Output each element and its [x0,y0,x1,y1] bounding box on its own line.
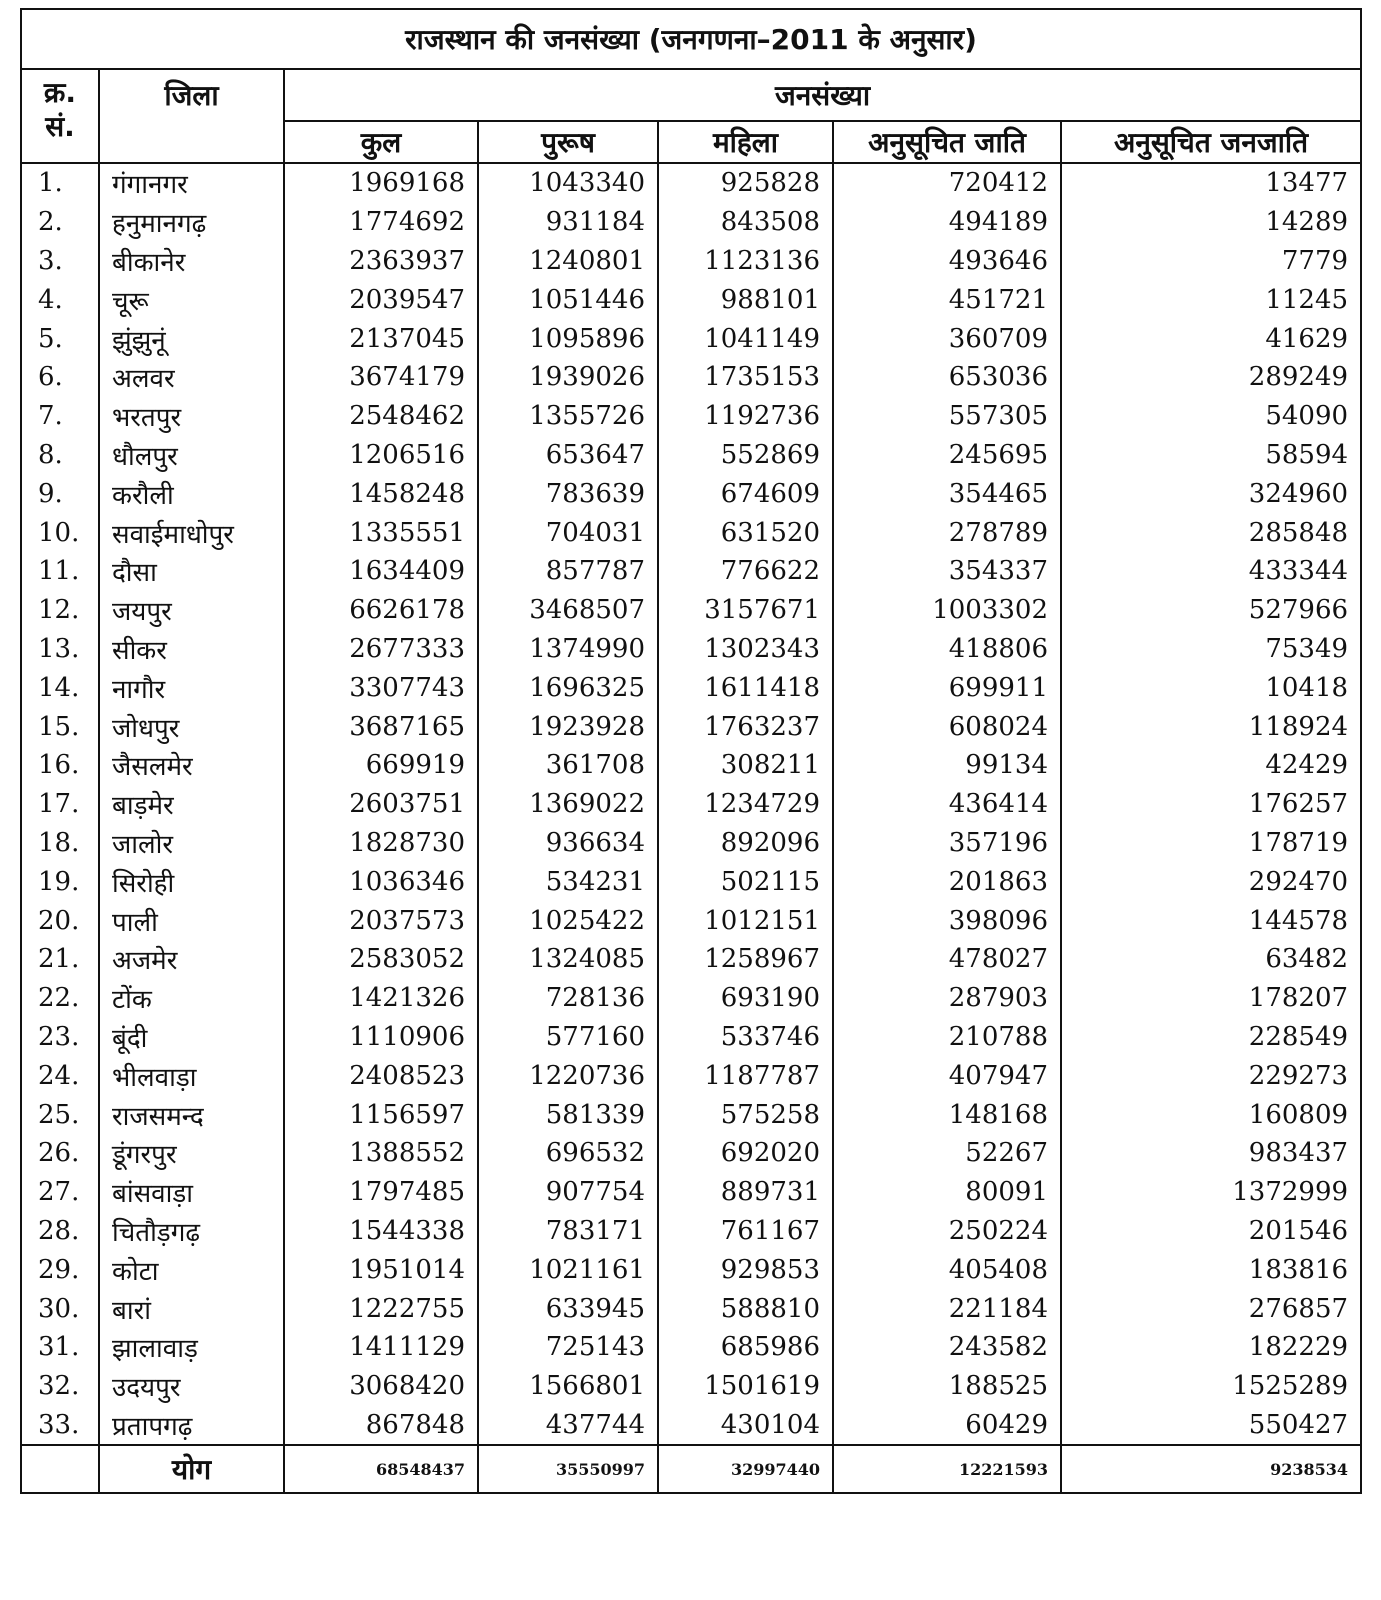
total-population: 2037573 [284,901,478,940]
total-population: 2363937 [284,242,478,281]
serial-number: 10. [21,513,99,552]
sc-population: 478027 [833,940,1061,979]
st-population: 13477 [1061,163,1361,203]
table-row [21,242,1361,281]
st-population: 289249 [1061,358,1361,397]
total-population: 1388552 [284,1134,478,1173]
district-name: जैसलमेर [99,746,284,785]
district-name: झुंझुनूं [99,319,284,358]
sc-population: 398096 [833,901,1061,940]
total-population: 1156597 [284,1095,478,1134]
serial-number: 18. [21,824,99,863]
district-name: बारां [99,1289,284,1328]
total-population: 1411129 [284,1328,478,1367]
st-population: 324960 [1061,474,1361,513]
female-population: 889731 [658,1173,833,1212]
female-population: 1234729 [658,785,833,824]
female-population: 674609 [658,474,833,513]
total-row [21,1445,1361,1493]
total-st: 9238534 [1061,1445,1361,1493]
total-population: 1828730 [284,824,478,863]
female-population: 1192736 [658,397,833,436]
total-population: 1206516 [284,436,478,475]
table-row [21,1367,1361,1406]
table-row [21,1018,1361,1057]
total-population: 867848 [284,1406,478,1446]
serial-number: 22. [21,979,99,1018]
female-population: 575258 [658,1095,833,1134]
sc-population: 418806 [833,630,1061,669]
table-row [21,630,1361,669]
table-row [21,1134,1361,1173]
sc-population: 287903 [833,979,1061,1018]
table-row [21,1328,1361,1367]
total-population: 2603751 [284,785,478,824]
sc-population: 52267 [833,1134,1061,1173]
population-header: जनसंख्या [284,69,1361,121]
total-population: 2677333 [284,630,478,669]
male-population: 931184 [478,203,658,242]
sc-population: 243582 [833,1328,1061,1367]
serial-number: 6. [21,358,99,397]
sc-population: 360709 [833,319,1061,358]
female-population: 776622 [658,552,833,591]
district-name: भरतपुर [99,397,284,436]
male-population: 1043340 [478,163,658,203]
table-row [21,668,1361,707]
male-population: 696532 [478,1134,658,1173]
table-row [21,940,1361,979]
female-population: 892096 [658,824,833,863]
table-row [21,203,1361,242]
district-name: बीकानेर [99,242,284,281]
serial-number: 15. [21,707,99,746]
table-row [21,1250,1361,1289]
district-name: उदयपुर [99,1367,284,1406]
st-population: 983437 [1061,1134,1361,1173]
female-population: 1302343 [658,630,833,669]
district-name: राजसमन्द [99,1095,284,1134]
male-population: 581339 [478,1095,658,1134]
female-population: 502115 [658,862,833,901]
serial-number: 19. [21,862,99,901]
district-name: अलवर [99,358,284,397]
total-total: 68548437 [284,1445,478,1493]
table-row [21,1173,1361,1212]
total-population: 1036346 [284,862,478,901]
sc-population: 201863 [833,862,1061,901]
female-population: 692020 [658,1134,833,1173]
sc-population: 221184 [833,1289,1061,1328]
total-female: 32997440 [658,1445,833,1493]
district-name: प्रतापगढ़ [99,1406,284,1446]
district-name: करौली [99,474,284,513]
serial-header-line2: सं. [45,110,75,143]
st-population: 285848 [1061,513,1361,552]
serial-number: 14. [21,668,99,707]
male-population: 1923928 [478,707,658,746]
male-population: 704031 [478,513,658,552]
male-population: 1374990 [478,630,658,669]
district-name: चितौड़गढ़ [99,1212,284,1251]
total-population: 3068420 [284,1367,478,1406]
total-population: 1969168 [284,163,478,203]
serial-number: 2. [21,203,99,242]
male-population: 783171 [478,1212,658,1251]
district-name: कोटा [99,1250,284,1289]
female-population: 533746 [658,1018,833,1057]
district-name: टोंक [99,979,284,1018]
sc-population: 493646 [833,242,1061,281]
table-row [21,746,1361,785]
table-row [21,163,1361,203]
district-name: हनुमानगढ़ [99,203,284,242]
male-population: 633945 [478,1289,658,1328]
district-name: बूंदी [99,1018,284,1057]
female-population: 988101 [658,280,833,319]
sc-population: 653036 [833,358,1061,397]
st-population: 229273 [1061,1056,1361,1095]
table-row [21,824,1361,863]
female-population: 1258967 [658,940,833,979]
male-population: 437744 [478,1406,658,1446]
male-population: 1220736 [478,1056,658,1095]
serial-number: 12. [21,591,99,630]
total-population: 1797485 [284,1173,478,1212]
serial-number: 9. [21,474,99,513]
male-population: 783639 [478,474,658,513]
sc-population: 250224 [833,1212,1061,1251]
st-population: 54090 [1061,397,1361,436]
table-row [21,474,1361,513]
table-row [21,707,1361,746]
total-population: 2039547 [284,280,478,319]
table-row [21,513,1361,552]
district-name: जोधपुर [99,707,284,746]
total-population: 1634409 [284,552,478,591]
male-population: 1355726 [478,397,658,436]
st-population: 1525289 [1061,1367,1361,1406]
serial-header [21,69,99,163]
st-population: 1372999 [1061,1173,1361,1212]
total-population: 1544338 [284,1212,478,1251]
serial-number: 30. [21,1289,99,1328]
total-population: 3674179 [284,358,478,397]
st-population: 527966 [1061,591,1361,630]
serial-number: 16. [21,746,99,785]
st-population: 182229 [1061,1328,1361,1367]
total-population: 1458248 [284,474,478,513]
male-population: 577160 [478,1018,658,1057]
st-population: 201546 [1061,1212,1361,1251]
male-population: 1240801 [478,242,658,281]
male-population: 1021161 [478,1250,658,1289]
female-population: 685986 [658,1328,833,1367]
total-population: 2583052 [284,940,478,979]
st-population: 160809 [1061,1095,1361,1134]
serial-header-line1: क्र. [43,76,77,109]
serial-number: 33. [21,1406,99,1446]
female-population: 1187787 [658,1056,833,1095]
male-population: 534231 [478,862,658,901]
district-name: भीलवाड़ा [99,1056,284,1095]
table-row [21,901,1361,940]
table-row [21,1212,1361,1251]
female-population: 929853 [658,1250,833,1289]
serial-number: 21. [21,940,99,979]
female-population: 693190 [658,979,833,1018]
district-name: नागौर [99,668,284,707]
female-population: 925828 [658,163,833,203]
st-population: 176257 [1061,785,1361,824]
male-population: 1369022 [478,785,658,824]
sc-population: 1003302 [833,591,1061,630]
total-population: 2137045 [284,319,478,358]
male-population: 1095896 [478,319,658,358]
district-name: धौलपुर [99,436,284,475]
serial-number: 5. [21,319,99,358]
sc-population: 451721 [833,280,1061,319]
serial-number: 13. [21,630,99,669]
female-header: महिला [658,121,833,163]
st-population: 276857 [1061,1289,1361,1328]
district-name: चूरू [99,280,284,319]
sc-population: 210788 [833,1018,1061,1057]
male-population: 361708 [478,746,658,785]
total-population: 1774692 [284,203,478,242]
total-population: 1335551 [284,513,478,552]
table-row [21,979,1361,1018]
table-row [21,1056,1361,1095]
st-population: 118924 [1061,707,1361,746]
female-population: 3157671 [658,591,833,630]
total-population: 669919 [284,746,478,785]
male-population: 907754 [478,1173,658,1212]
serial-number: 26. [21,1134,99,1173]
sc-population: 436414 [833,785,1061,824]
st-population: 292470 [1061,862,1361,901]
female-population: 552869 [658,436,833,475]
serial-number: 28. [21,1212,99,1251]
serial-number: 32. [21,1367,99,1406]
sc-population: 405408 [833,1250,1061,1289]
total-male: 35550997 [478,1445,658,1493]
district-name: बांसवाड़ा [99,1173,284,1212]
male-population: 1025422 [478,901,658,940]
sc-population: 608024 [833,707,1061,746]
serial-number: 31. [21,1328,99,1367]
st-population: 178207 [1061,979,1361,1018]
female-population: 1012151 [658,901,833,940]
st-population: 58594 [1061,436,1361,475]
district-name: जालोर [99,824,284,863]
serial-number: 11. [21,552,99,591]
sc-population: 357196 [833,824,1061,863]
male-population: 936634 [478,824,658,863]
district-name: जयपुर [99,591,284,630]
total-population: 1110906 [284,1018,478,1057]
sc-population: 60429 [833,1406,1061,1446]
male-population: 725143 [478,1328,658,1367]
table-row [21,785,1361,824]
female-population: 308211 [658,746,833,785]
st-population: 433344 [1061,552,1361,591]
district-name: झालावाड़ [99,1328,284,1367]
st-population: 75349 [1061,630,1361,669]
table-row [21,862,1361,901]
district-name: दौसा [99,552,284,591]
male-population: 1939026 [478,358,658,397]
total-population: 1222755 [284,1289,478,1328]
total-population: 3687165 [284,707,478,746]
serial-number: 23. [21,1018,99,1057]
male-population: 1324085 [478,940,658,979]
female-population: 1735153 [658,358,833,397]
district-name: सीकर [99,630,284,669]
female-population: 430104 [658,1406,833,1446]
serial-number: 25. [21,1095,99,1134]
female-population: 1123136 [658,242,833,281]
total-header: कुल [284,121,478,163]
female-population: 1501619 [658,1367,833,1406]
st-population: 11245 [1061,280,1361,319]
sc-population: 407947 [833,1056,1061,1095]
st-population: 228549 [1061,1018,1361,1057]
table-row [21,397,1361,436]
st-population: 178719 [1061,824,1361,863]
male-population: 1051446 [478,280,658,319]
sc-population: 278789 [833,513,1061,552]
st-header: अनुसूचित जनजाति [1061,121,1361,163]
female-population: 631520 [658,513,833,552]
district-header: जिला [99,69,284,163]
total-sc: 12221593 [833,1445,1061,1493]
st-population: 183816 [1061,1250,1361,1289]
female-population: 1611418 [658,668,833,707]
male-population: 1696325 [478,668,658,707]
total-row-empty-cell [21,1445,99,1493]
total-population: 2548462 [284,397,478,436]
serial-number: 24. [21,1056,99,1095]
sc-population: 148168 [833,1095,1061,1134]
female-population: 588810 [658,1289,833,1328]
serial-number: 3. [21,242,99,281]
st-population: 14289 [1061,203,1361,242]
population-table [20,8,1362,1494]
district-name: डूंगरपुर [99,1134,284,1173]
district-name: गंगानगर [99,163,284,203]
female-population: 843508 [658,203,833,242]
st-population: 144578 [1061,901,1361,940]
male-population: 653647 [478,436,658,475]
serial-number: 7. [21,397,99,436]
total-population: 1951014 [284,1250,478,1289]
st-population: 63482 [1061,940,1361,979]
sc-population: 557305 [833,397,1061,436]
sc-population: 99134 [833,746,1061,785]
district-name: सिरोही [99,862,284,901]
serial-number: 27. [21,1173,99,1212]
sc-header: अनुसूचित जाति [833,121,1061,163]
table-row [21,1406,1361,1446]
table-title: राजस्थान की जनसंख्या (जनगणना–2011 के अनुसार) [21,9,1361,69]
table-row [21,552,1361,591]
district-name: सवाईमाधोपुर [99,513,284,552]
serial-number: 1. [21,163,99,203]
table-row [21,591,1361,630]
male-population: 728136 [478,979,658,1018]
serial-number: 8. [21,436,99,475]
table-row [21,1095,1361,1134]
sc-population: 354337 [833,552,1061,591]
population-table-container [20,8,1360,1494]
serial-number: 20. [21,901,99,940]
st-population: 42429 [1061,746,1361,785]
table-row [21,358,1361,397]
total-label: योग [99,1445,284,1493]
table-row [21,1289,1361,1328]
sc-population: 720412 [833,163,1061,203]
male-header: पुरूष [478,121,658,163]
district-name: अजमेर [99,940,284,979]
table-row [21,280,1361,319]
sc-population: 80091 [833,1173,1061,1212]
male-population: 857787 [478,552,658,591]
sc-population: 354465 [833,474,1061,513]
serial-number: 4. [21,280,99,319]
serial-number: 17. [21,785,99,824]
st-population: 550427 [1061,1406,1361,1446]
female-population: 1763237 [658,707,833,746]
table-row [21,319,1361,358]
sc-population: 245695 [833,436,1061,475]
serial-number: 29. [21,1250,99,1289]
sc-population: 699911 [833,668,1061,707]
st-population: 7779 [1061,242,1361,281]
st-population: 10418 [1061,668,1361,707]
total-population: 3307743 [284,668,478,707]
female-population: 1041149 [658,319,833,358]
district-name: बाड़मेर [99,785,284,824]
male-population: 3468507 [478,591,658,630]
sc-population: 188525 [833,1367,1061,1406]
total-population: 1421326 [284,979,478,1018]
st-population: 41629 [1061,319,1361,358]
sc-population: 494189 [833,203,1061,242]
male-population: 1566801 [478,1367,658,1406]
female-population: 761167 [658,1212,833,1251]
total-population: 6626178 [284,591,478,630]
district-name: पाली [99,901,284,940]
table-row [21,436,1361,475]
total-population: 2408523 [284,1056,478,1095]
